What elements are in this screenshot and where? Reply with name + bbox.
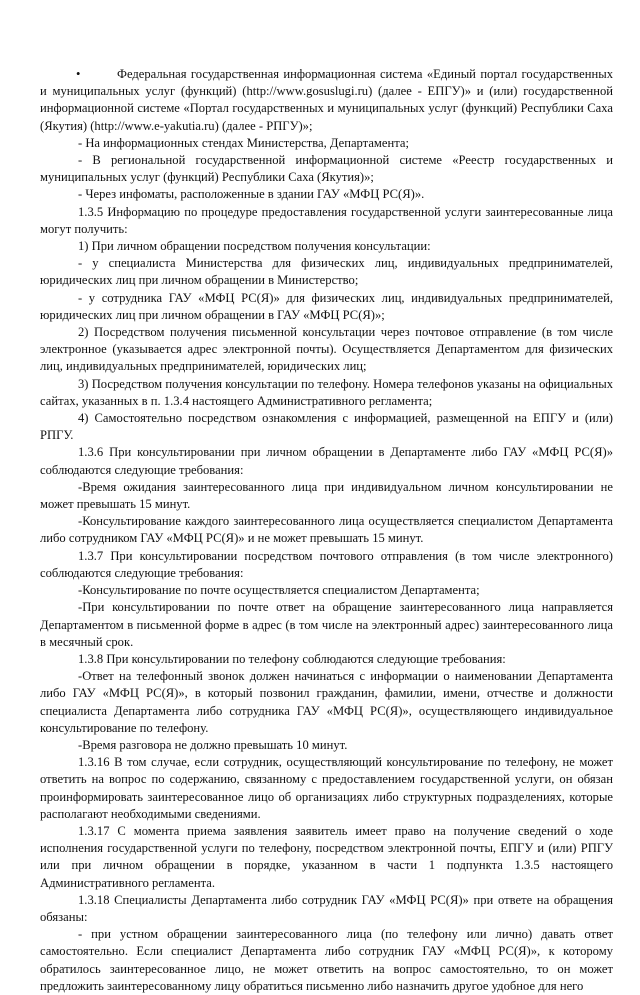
paragraph: 1) При личном обращении посредством получения консультации: bbox=[78, 239, 431, 254]
paragraph-text: Федеральная государственная информационная система «Единый портал государственных и муниципальных услуг (функций) (http://www.gosuslugi.ru) (далее - ЕПГУ)» и (или) государственной информационной системе «Портал государственных и муниципальных услуг (функций) Республики Саха (Якутия) (http://www.e-yakutia.ru) (далее - РПГУ)»; bbox=[40, 67, 613, 133]
paragraph: 1.3.18 Специалисты Департамента либо сотрудник ГАУ «МФЦ РС(Я)» при ответе на обращения обязаны: bbox=[40, 892, 613, 924]
paragraph: - На информационных стендах Министерства, Департамента; bbox=[78, 135, 409, 150]
paragraph: - у сотрудника ГАУ «МФЦ РС(Я)» для физических лиц, индивидуальных предпринимателей, юридических лиц при личном обращении в ГАУ «МФЦ РС(Я)»; bbox=[40, 290, 613, 322]
paragraph: 1.3.16 В том случае, если сотрудник, осуществляющий консультирование по телефону, не может ответить на вопрос по содержанию, связанному с предоставлением государственной услуги, он обязан проинформировать заинтересованное лицо об организациях либо структурных подразделениях, которые располагают необходимыми сведениями. bbox=[40, 755, 613, 821]
document-page bbox=[40, 66, 613, 995]
paragraph: 4) Самостоятельно посредством ознакомления с информацией, размещенной на ЕПГУ и (или) РПГУ. bbox=[40, 411, 613, 443]
paragraph: 1.3.5 Информацию по процедуре предоставления государственной услуги заинтересованные лица могут получить: bbox=[40, 204, 613, 236]
paragraph: -При консультировании по почте ответ на обращение заинтересованного лица направляется Департаментом в письменной форме в адрес (в том числе на электронный адрес) заинтересованного лица в месячный срок. bbox=[40, 600, 613, 649]
paragraph: 2) Посредством получения письменной консультации через почтовое отправление (в том числе электронное (указывается адрес электронной почты). Осуществляется Департаментом для физических лиц, индивидуальных предпринимателей, юридических лиц; bbox=[40, 325, 613, 374]
paragraph: - при устном обращении заинтересованного лица (по телефону или лично) давать ответ самостоятельно. Если специалист Департамента либо сотрудник ГАУ «МФЦ РС(Я)», к которому обратилось заинтересованное лицо, не может ответить на вопрос самостоятельно, то он может предложить заинтересованному лицу обратиться письменно либо назначить другое удобное для него bbox=[40, 927, 613, 993]
bullet-marker: • bbox=[76, 67, 81, 81]
paragraph: 3) Посредством получения консультации по телефону. Номера телефонов указаны на официальных сайтах, указанных в п. 1.3.4 настоящего Административного регламента; bbox=[40, 376, 613, 408]
paragraph: -Консультирование по почте осуществляется специалистом Департамента; bbox=[78, 583, 480, 598]
paragraph: - Через инфоматы, расположенные в здании ГАУ «МФЦ РС(Я)». bbox=[78, 187, 425, 202]
paragraph: -Время ожидания заинтересованного лица при индивидуальном личном консультировании не может превышать 15 минут. bbox=[40, 479, 613, 512]
paragraph: 1.3.8 При консультировании по телефону соблюдаются следующие требования: bbox=[78, 651, 506, 666]
paragraph: 1.3.7 При консультировании посредством почтового отправления (в том числе электронного) соблюдаются следующие требования: bbox=[40, 548, 613, 580]
paragraph: - у специалиста Министерства для физических лиц, индивидуальных предпринимателей, юридических лиц при личном обращении в Министерство; bbox=[40, 256, 613, 288]
paragraph: 1.3.6 При консультировании при личном обращении в Департаменте либо ГАУ «МФЦ РС(Я)» соблюдаются следующие требования: bbox=[40, 445, 613, 477]
paragraph: -Ответ на телефонный звонок должен начинаться с информации о наименовании Департамента либо ГАУ «МФЦ РС(Я)», в который позвонил гражданин, фамилии, имени, отчестве и должности специалиста Департамента либо сотрудника ГАУ «МФЦ РС(Я)», осуществляющего индивидуальное консультирование по телефону. bbox=[40, 669, 613, 735]
paragraph: -Время разговора не должно превышать 10 минут. bbox=[78, 737, 348, 752]
paragraph-bullet bbox=[40, 66, 613, 135]
paragraph: 1.3.17 С момента приема заявления заявитель имеет право на получение сведений о ходе исполнения государственной услуги по телефону, посредством электронной почты, ЕПГУ и (или) РПГУ или при личном обращении в порядке, указанном в части 1 подпункта 1.3.5 настоящего Административного регламента. bbox=[40, 823, 613, 890]
paragraph: - В региональной государственной информационной системе «Реестр государственных и муниципальных услуг (функций) Республики Саха (Якутия)»; bbox=[40, 153, 613, 185]
paragraph: -Консультирование каждого заинтересованного лица осуществляется специалистом Департамента либо сотрудником ГАУ «МФЦ РС(Я)» и не может превышать 15 минут. bbox=[40, 514, 613, 546]
